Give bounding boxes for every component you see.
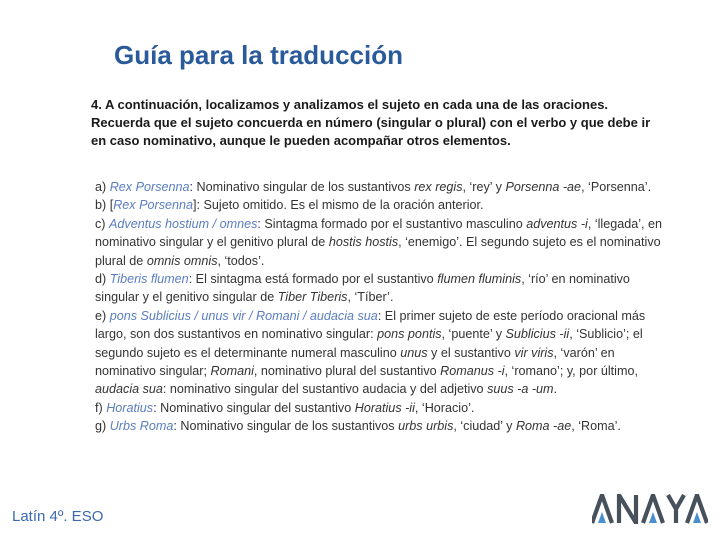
answers-list <box>95 178 675 436</box>
subject-highlight: Rex Porsenna <box>113 198 194 213</box>
footer-course-label: Latín 4º. ESO <box>12 508 104 525</box>
subject-highlight: Tiberis flumen <box>109 272 189 287</box>
answer-a: a) Rex Porsenna: Nominativo singular de los sustantivos rex regis, ‘rey’ y Porsenna -ae, ‘Porsenna’. <box>95 180 652 194</box>
answer-g: g) Urbs Roma: Nominativo singular de los sustantivos urbs urbis, ‘ciudad’ y Roma -ae, ‘Roma’. <box>95 419 621 434</box>
subject-highlight: pons Sublicius / unus vir / Romani / audacia sua <box>109 308 378 323</box>
answer-d: d) Tiberis flumen: El sintagma está formado por el sustantivo flumen fluminis, ‘río’ en nominativo singular y el genitivo singular de Tiber Tiberis, ‘Tíber’. <box>95 272 630 305</box>
instruction-text: 4. A continuación, localizamos y analizamos el sujeto en cada una de las oraciones. Recuerda que el sujeto concuerda en número (singular o plural) con el verbo y que debe ir en caso nominativo, aunque le pueden acompañar otros elementos. <box>91 97 651 148</box>
subject-highlight: Rex Porsenna <box>109 180 190 194</box>
subject-highlight: Adventus hostium / omnes <box>109 216 258 231</box>
subject-highlight: Urbs Roma <box>109 419 174 434</box>
answer-b: b) [Rex Porsenna]: Sujeto omitido. Es el mismo de la oración anterior. <box>95 198 484 213</box>
answer-c: c) Adventus hostium / omnes: Sintagma formado por el sustantivo masculino adventus -i, ‘llegada’, en nominativo singular y el genitivo plural de hostis hostis, ‘enemigo’. El segundo sujeto es el nominativo plural de omnis omnis, ‘todos’. <box>95 216 663 268</box>
subject-highlight: Horatius <box>106 400 154 415</box>
answer-e: e) pons Sublicius / unus vir / Romani / audacia sua: El primer sujeto de este período oracional más largo, son dos sustantivos en nominativo singular: pons pontis, ‘puente’ y Sublicius -ii, ‘Sublicio’; el segundo sujeto es el determinante numeral masculino unus y el sustantivo vir viris, ‘varón’ en nominativo singular; Romani, nominativo plural del sustantivo Romanus -i, ‘romano’; y, por último, audacia sua: nominativo singular del sustantivo audacia y del adjetivo suus -a -um. <box>95 308 646 397</box>
anaya-logo <box>592 494 708 524</box>
page-title: Guía para la traducción <box>114 40 403 70</box>
answer-f: f) Horatius: Nominativo singular del sustantivo Horatius -ii, ‘Horacio’. <box>95 400 475 415</box>
